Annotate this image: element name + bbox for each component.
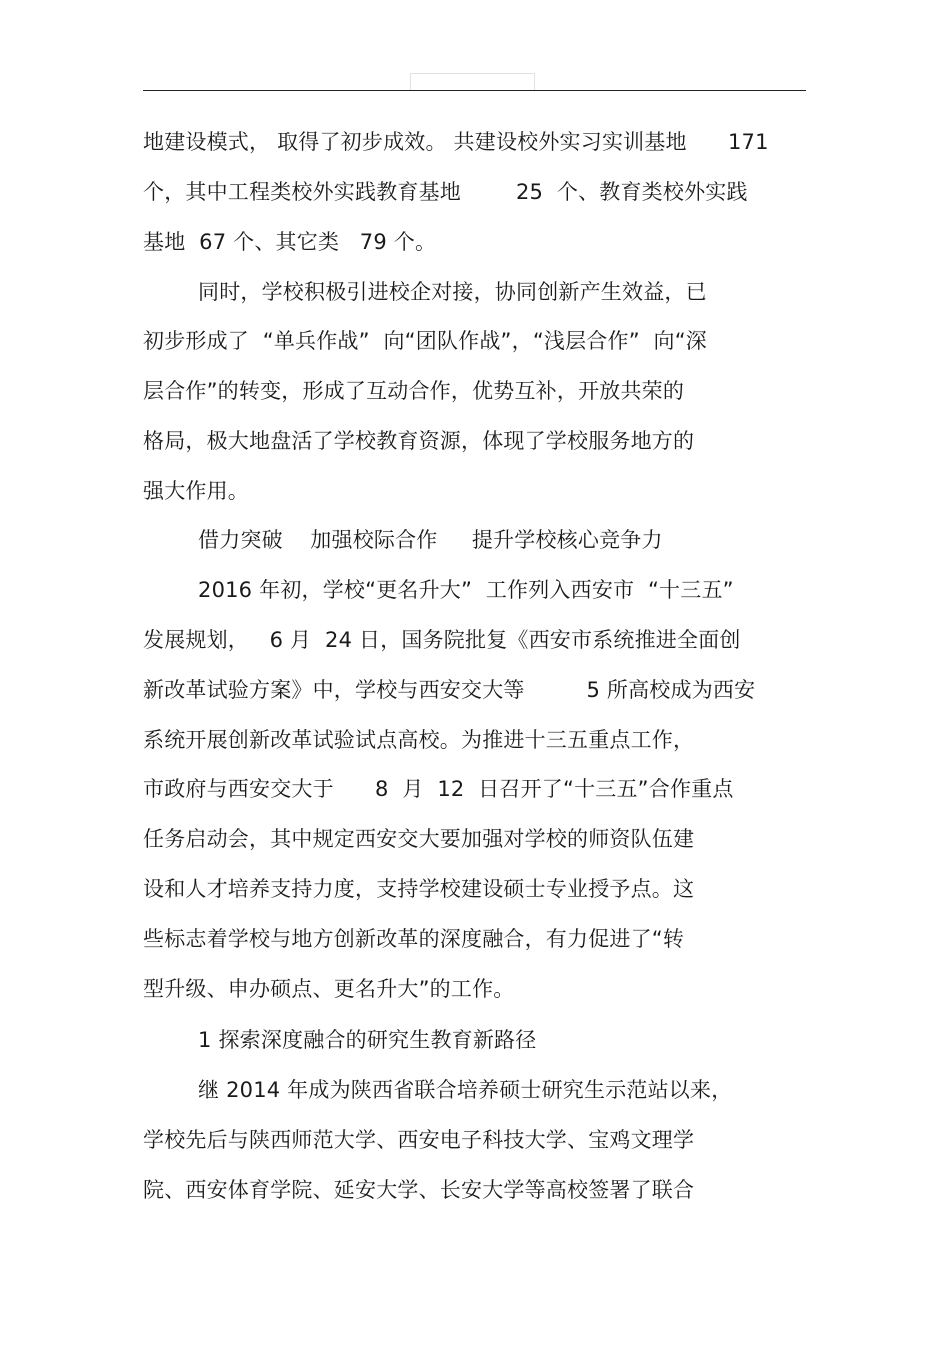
text-line: 院、西安体育学院、延安大学、长安大学等高校签署了联合 [143,1178,695,1202]
text-line: 地建设模式， 取得了初步成效。 共建设校外实习实训基地 171 [143,130,769,154]
header-tab [410,73,535,90]
text-line: 系统开展创新改革试验试点高校。为推进十三五重点工作， [143,728,695,752]
text-line: 2016 年初，学校“更名升大” 工作列入西安市 “十三五” [143,578,734,602]
text-line: 新改革试验方案》中，学校与西安交大等 5 所高校成为西安 [143,678,756,702]
text-line: 发展规划， 6 月 24 日，国务院批复《西安市系统推进全面创 [143,628,741,652]
text-line: 任务启动会，其中规定西安交大要加强对学校的师资队伍建 [143,827,695,851]
text-line: 个，其中工程类校外实践教育基地 25 个、教育类校外实践 [143,180,748,204]
text-line: 强大作用。 [143,479,249,503]
text-line: 格局，极大地盘活了学校教育资源，体现了学校服务地方的 [143,429,695,453]
text-line: 初步形成了 “单兵作战” 向“团队作战”，“浅层合作” 向“深 [143,329,708,353]
text-line: 同时，学校积极引进校企对接，协同创新产生效益，已 [143,280,707,304]
section-heading: 1 探索深度融合的研究生教育新路径 [143,1028,537,1052]
text-line: 基地 67 个、其它类 79 个。 [143,230,437,254]
section-heading: 借力突破 加强校际合作 提升学校核心竞争力 [143,528,663,552]
text-line: 设和人才培养支持力度，支持学校建设硕士专业授予点。这 [143,877,695,901]
text-line: 学校先后与陕西师范大学、西安电子科技大学、宝鸡文理学 [143,1128,695,1152]
text-line: 市政府与西安交大于 8 月 12 日召开了“十三五”合作重点 [143,777,734,801]
header-rule [143,90,806,91]
text-line: 层合作”的转变，形成了互动合作，优势互补，开放共荣的 [143,379,685,403]
text-line: 型升级、申办硕点、更名升大”的工作。 [143,977,515,1001]
text-line: 继 2014 年成为陕西省联合培养硕士研究生示范站以来， [143,1078,733,1102]
text-line: 些标志着学校与地方创新改革的深度融合，有力促进了“转 [143,927,685,951]
